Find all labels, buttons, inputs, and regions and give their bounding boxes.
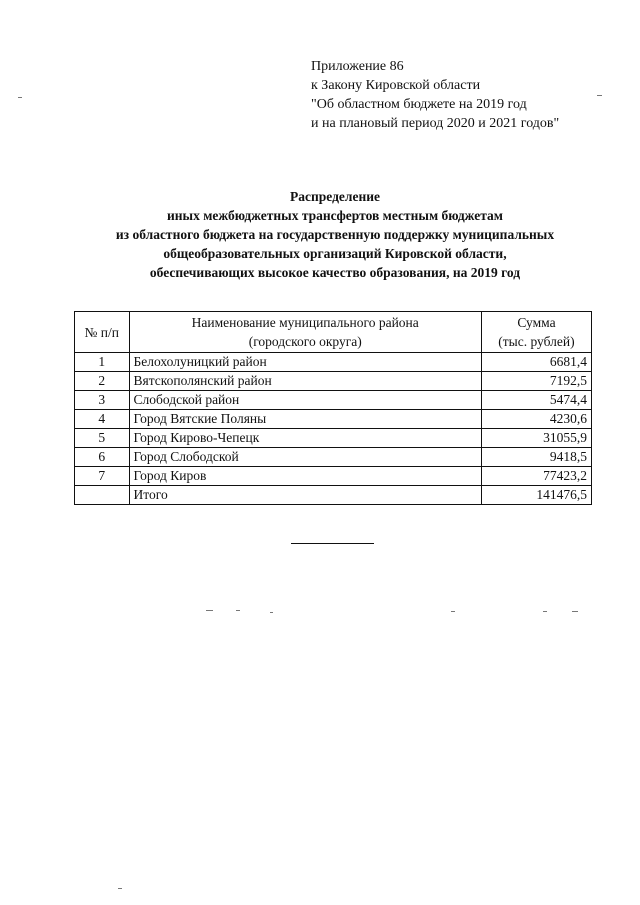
scan-speck: [206, 610, 213, 611]
table-row: [75, 448, 592, 467]
row-num: 7: [75, 467, 130, 486]
appendix-line-1: Приложение 86: [311, 59, 404, 74]
row-name: Город Вятские Поляны: [129, 410, 481, 429]
scan-speck: [18, 97, 22, 98]
appendix-line-3: "Об областном бюджете на 2019 год: [311, 97, 527, 112]
title-line-3: из областного бюджета на государственную поддержку муниципальных: [115, 227, 555, 242]
table-row: [75, 372, 592, 391]
scan-speck: [270, 612, 273, 613]
table-row: [75, 429, 592, 448]
row-num: 3: [75, 391, 130, 410]
end-separator-line: [291, 543, 374, 544]
table-row: [75, 391, 592, 410]
total-sum: 141476,5: [481, 486, 591, 505]
document-title: [40, 187, 630, 282]
title-line-4: общеобразовательных организаций Кировской области,: [163, 246, 507, 261]
row-num: 2: [75, 372, 130, 391]
row-sum: 31055,9: [481, 429, 591, 448]
scan-speck: [118, 888, 122, 889]
scan-speck: [543, 611, 547, 612]
row-name: Белохолуницкий район: [129, 353, 481, 372]
header-num: № п/п: [75, 312, 130, 353]
header-name-line-1: Наименование муниципального района: [191, 315, 419, 330]
appendix-line-2: к Закону Кировской области: [311, 78, 481, 93]
scan-speck: [597, 95, 602, 96]
row-name: Город Кирово-Чепецк: [129, 429, 481, 448]
table-header-row: [75, 312, 592, 353]
table-row: [75, 467, 592, 486]
row-num: 1: [75, 353, 130, 372]
header-sum-line-2: (тыс. рублей): [498, 334, 575, 349]
row-sum: 7192,5: [481, 372, 591, 391]
header-name-line-2: (городского округа): [248, 334, 362, 349]
distribution-table: [74, 311, 592, 505]
scan-speck: [572, 611, 578, 612]
row-name: Слободской район: [129, 391, 481, 410]
appendix-header: [311, 57, 611, 133]
row-sum: 6681,4: [481, 353, 591, 372]
scan-speck: [236, 610, 240, 611]
row-sum: 5474,4: [481, 391, 591, 410]
header-name: [129, 312, 481, 353]
appendix-line-4: и на плановый период 2020 и 2021 годов": [311, 116, 560, 131]
row-sum: 4230,6: [481, 410, 591, 429]
row-name: Вятскополянский район: [129, 372, 481, 391]
title-line-2: иных межбюджетных трансфертов местным бюджетам: [167, 208, 503, 223]
table-row: [75, 353, 592, 372]
row-name: Город Слободской: [129, 448, 481, 467]
title-line-1: Распределение: [289, 189, 381, 204]
row-num: 6: [75, 448, 130, 467]
table-total-row: [75, 486, 592, 505]
header-sum: [481, 312, 591, 353]
row-sum: 9418,5: [481, 448, 591, 467]
total-label: Итого: [129, 486, 481, 505]
header-sum-line-1: Сумма: [517, 315, 556, 330]
row-num: 5: [75, 429, 130, 448]
total-num: [75, 486, 130, 505]
title-line-5: обеспечивающих высокое качество образования, на 2019 год: [149, 265, 521, 280]
table-row: [75, 410, 592, 429]
scan-speck: [451, 611, 455, 612]
row-name: Город Киров: [129, 467, 481, 486]
row-num: 4: [75, 410, 130, 429]
row-sum: 77423,2: [481, 467, 591, 486]
